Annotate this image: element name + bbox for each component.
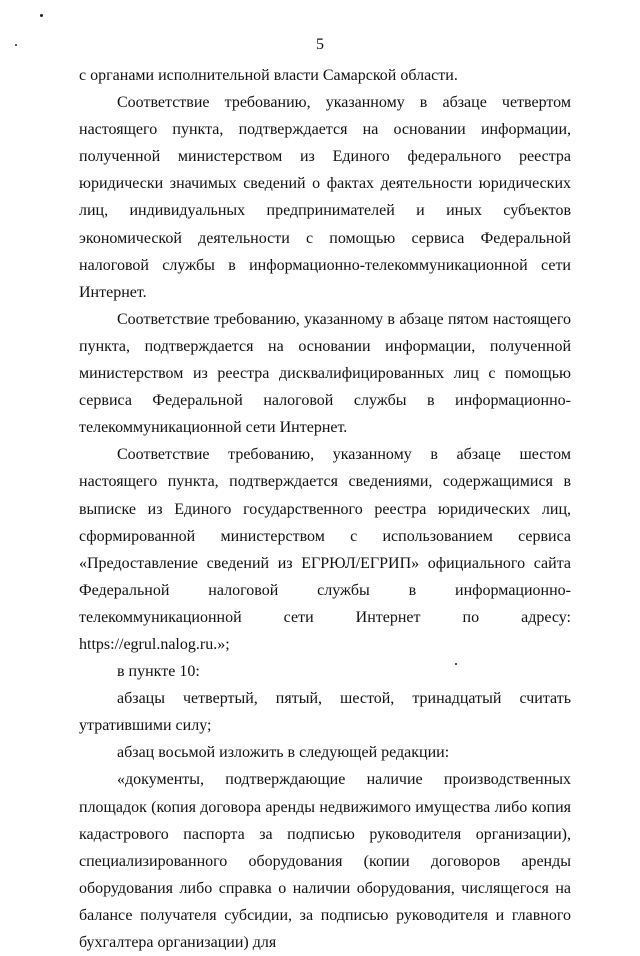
paragraph: Соответствие требованию, указанному в абзаце пятом настоящего пункта, подтверждается на основании информации, полученной министерством из реестра дисквалифицированных лиц с помощью сервиса Федеральной налоговой службы в информационно-телекоммуникационной сети Интернет. <box>79 310 571 437</box>
scan-speck <box>40 14 43 17</box>
page-number: 5 <box>316 36 324 53</box>
paragraph: в пункте 10: <box>117 663 200 681</box>
paragraph: «документы, подтверждающие наличие производственных площадок (копия договора аренды недвижимого имущества либо копия кадастрового паспорта за подписью руководителя организации), специализированного оборудования (копии договоров аренды оборудования либо справка о наличии оборудования, числящегося на балансе получателя субсидии, за подписью руководителя и главного бухгалтера организации) для <box>79 771 571 951</box>
paragraph: Соответствие требованию, указанному в абзаце четвертом настоящего пункта, подтверждается на основании информации, полученной министерством из Единого федерального реестра юридически значимых сведений о фактах деятельности юридических лиц, индивидуальных предпринимателей и иных субъектов экономической деятельности с помощью сервиса Федеральной налоговой службы в информационно-телекоммуникационной сети Интернет. <box>79 94 571 301</box>
body-text <box>79 62 571 956</box>
paragraph: абзац восьмой изложить в следующей редакции: <box>117 744 450 762</box>
paragraph: Соответствие требованию, указанному в абзаце шестом настоящего пункта, подтверждается сведениями, содержащимися в выписке из Единого государственного реестра юридических лиц, сформированной министерством с использованием сервиса «Предоставление сведений из ЕГРЮЛ/ЕГРИП» официального сайта Федеральной налоговой службы в информационно-телекоммуникационной сети Интернет по адресу: https://egrul.nalog.ru.»; <box>79 446 571 653</box>
paragraph: абзацы четвертый, пятый, шестой, тринадцатый считать утратившими силу; <box>79 690 571 735</box>
paragraph-continuation: с органами исполнительной власти Самарской области. <box>79 67 458 84</box>
